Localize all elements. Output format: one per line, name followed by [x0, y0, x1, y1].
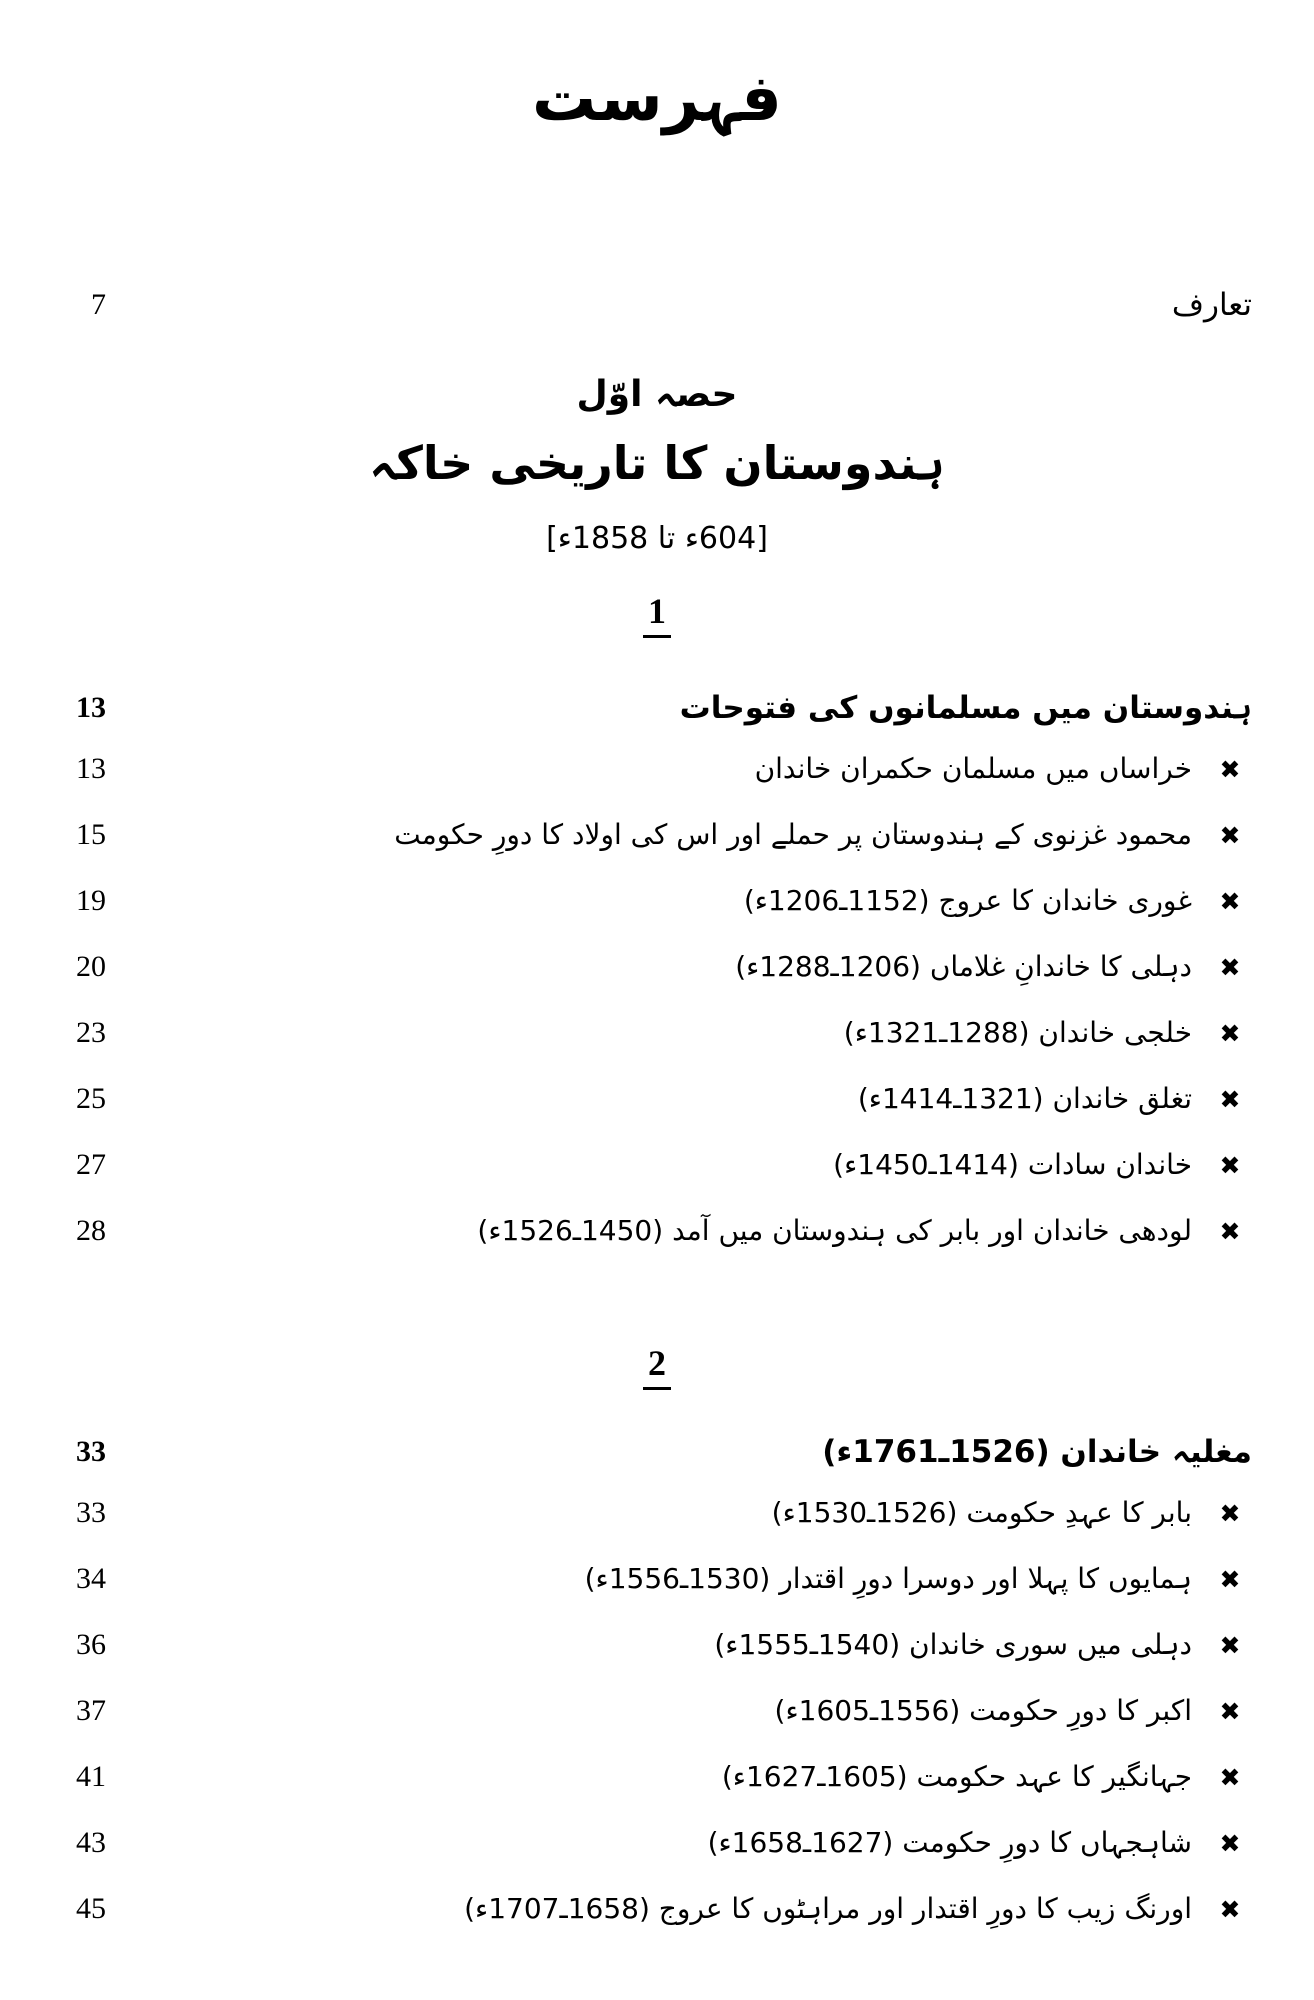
chapter-1-page-number: 13 [76, 691, 106, 724]
toc-item-row [0, 1066, 1314, 1132]
toc-item-row [0, 1480, 1314, 1546]
chapter-2-items [0, 1480, 1314, 1942]
item-page-number: 45 [76, 1892, 106, 1925]
part-year-range: [604ء تا 1858ء] [546, 521, 768, 556]
item-page-number: 27 [76, 1148, 106, 1181]
toc-item-row [0, 736, 1314, 802]
toc-item-row [0, 1744, 1314, 1810]
intro-page-number: 7 [91, 288, 106, 321]
item-title: اورنگ زیب کا دورِ اقتدار اور مراہٹوں کا عروج (1658ـ1707ء) [464, 1892, 1192, 1925]
cross-bullet-icon: ✖ [1219, 886, 1241, 916]
cross-bullet-icon: ✖ [1219, 1762, 1241, 1792]
item-title: خراساں میں مسلمان حکمران خاندان [754, 752, 1192, 785]
toc-item-row [0, 934, 1314, 1000]
part-subtitle: ہندوستان کا تاریخی خاکہ [369, 436, 945, 490]
chapter-2-number-wrap [0, 1344, 1314, 1402]
toc-item-row [0, 1000, 1314, 1066]
item-page-number: 13 [76, 752, 106, 785]
intro-row [0, 276, 1314, 334]
chapter-section-1 [0, 592, 1314, 1264]
part-title: حصہ اوّل [576, 374, 738, 415]
chapter-2-number: 2 [643, 1344, 671, 1390]
item-page-number: 41 [76, 1760, 106, 1793]
item-page-number: 43 [76, 1826, 106, 1859]
item-page-number: 34 [76, 1562, 106, 1595]
cross-bullet-icon: ✖ [1219, 1894, 1241, 1924]
cross-bullet-icon: ✖ [1219, 1084, 1241, 1114]
chapter-1-number-wrap [0, 592, 1314, 650]
chapter-1-title: ہندوستان میں مسلمانوں کی فتوحات [679, 689, 1252, 726]
item-page-number: 23 [76, 1016, 106, 1049]
item-title: شاہجہاں کا دورِ حکومت (1627ـ1658ء) [707, 1826, 1192, 1859]
chapter-1-items [0, 736, 1314, 1264]
toc-item-row [0, 1198, 1314, 1264]
item-page-number: 20 [76, 950, 106, 983]
cross-bullet-icon: ✖ [1219, 952, 1241, 982]
toc-item-row [0, 1810, 1314, 1876]
chapter-2-page-number: 33 [76, 1435, 106, 1468]
toc-item-row [0, 1876, 1314, 1942]
toc-item-row [0, 802, 1314, 868]
item-title: اکبر کا دورِ حکومت (1556ـ1605ء) [774, 1694, 1192, 1727]
part-heading-block [0, 368, 1314, 564]
cross-bullet-icon: ✖ [1219, 1150, 1241, 1180]
item-title: دہلی کا خاندانِ غلاماں (1206ـ1288ء) [735, 950, 1192, 983]
toc-item-row [0, 1132, 1314, 1198]
item-title: تغلق خاندان (1321ـ1414ء) [857, 1082, 1192, 1115]
item-title: لودھی خاندان اور بابر کی ہندوستان میں آمد (1450ـ1526ء) [477, 1214, 1192, 1247]
cross-bullet-icon: ✖ [1219, 820, 1241, 850]
item-page-number: 33 [76, 1496, 106, 1529]
item-title: خاندان سادات (1414ـ1450ء) [833, 1148, 1192, 1181]
cross-bullet-icon: ✖ [1219, 1696, 1241, 1726]
item-title: محمود غزنوی کے ہندوستان پر حملے اور اس کی اولاد کا دورِ حکومت [394, 818, 1192, 851]
intro-label: تعارف [1171, 286, 1252, 323]
toc-item-row [0, 1546, 1314, 1612]
item-title: دہلی میں سوری خاندان (1540ـ1555ء) [714, 1628, 1192, 1661]
item-title: خلجی خاندان (1288ـ1321ء) [843, 1016, 1192, 1049]
item-title: بابر کا عہدِ حکومت (1526ـ1530ء) [771, 1496, 1192, 1529]
cross-bullet-icon: ✖ [1219, 1498, 1241, 1528]
toc-item-row [0, 1678, 1314, 1744]
chapter-2-title: مغلیہ خاندان (1526ـ1761ء) [822, 1433, 1252, 1470]
toc-item-row [0, 868, 1314, 934]
chapter-section-2 [0, 1344, 1314, 1942]
cross-bullet-icon: ✖ [1219, 1630, 1241, 1660]
item-title: ہمایوں کا پہلا اور دوسرا دورِ اقتدار (1530ـ1556ء) [584, 1562, 1192, 1595]
cross-bullet-icon: ✖ [1219, 1018, 1241, 1048]
cross-bullet-icon: ✖ [1219, 1828, 1241, 1858]
item-page-number: 36 [76, 1628, 106, 1661]
chapter-2-title-row [0, 1424, 1314, 1480]
item-page-number: 15 [76, 818, 106, 851]
item-page-number: 19 [76, 884, 106, 917]
page-title: فہرست [532, 62, 782, 136]
chapter-1-number: 1 [643, 592, 671, 638]
chapter-1-title-row [0, 680, 1314, 736]
cross-bullet-icon: ✖ [1219, 754, 1241, 784]
cross-bullet-icon: ✖ [1219, 1216, 1241, 1246]
item-page-number: 25 [76, 1082, 106, 1115]
item-page-number: 37 [76, 1694, 106, 1727]
item-title: غوری خاندان کا عروج (1152ـ1206ء) [743, 884, 1192, 917]
toc-item-row [0, 1612, 1314, 1678]
cross-bullet-icon: ✖ [1219, 1564, 1241, 1594]
item-title: جہانگیر کا عہد حکومت (1605ـ1627ء) [721, 1760, 1192, 1793]
item-page-number: 28 [76, 1214, 106, 1247]
